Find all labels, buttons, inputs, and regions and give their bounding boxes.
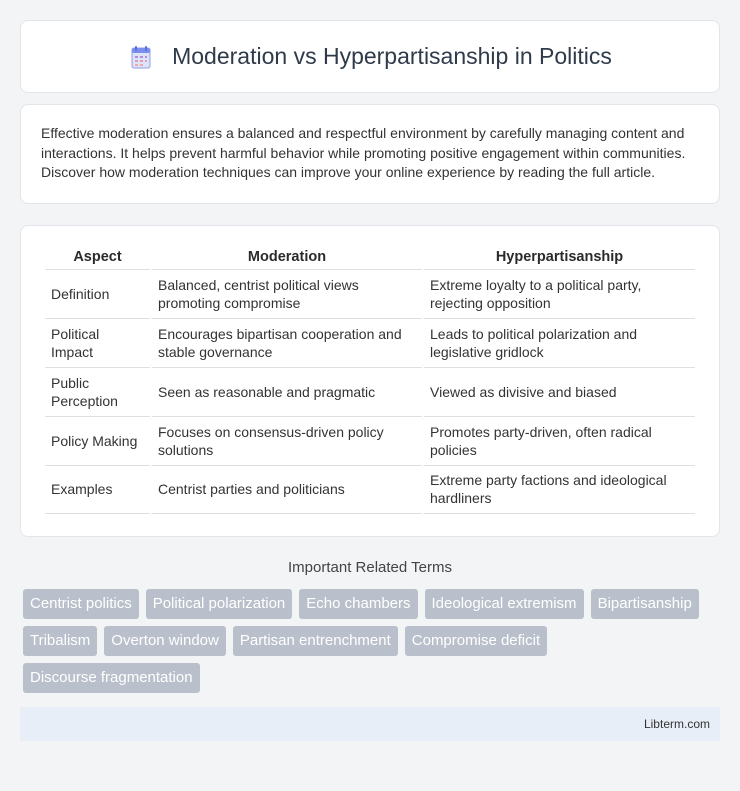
- tag-bipartisanship[interactable]: Bipartisanship: [591, 589, 699, 619]
- table-header-row: [45, 244, 695, 269]
- header-aspect: Aspect: [73, 248, 122, 265]
- tag-echo-chambers[interactable]: Echo chambers: [299, 589, 417, 619]
- tag-compromise-deficit[interactable]: Compromise deficit: [405, 626, 547, 656]
- title-card: [20, 20, 720, 93]
- table-row: [45, 269, 695, 318]
- tag-centrist-politics[interactable]: Centrist politics: [23, 589, 139, 619]
- comparison-table-card: [20, 225, 720, 537]
- table-row: [45, 318, 695, 367]
- related-terms-tags: [20, 589, 720, 693]
- tag-overton-window[interactable]: Overton window: [104, 626, 226, 656]
- intro-card: [20, 104, 720, 204]
- table-cell-hyperpartisanship: Leads to political polarization and legislative gridlock: [424, 318, 695, 367]
- document-icon: [128, 44, 154, 70]
- table-cell-moderation: Balanced, centrist political views promoting compromise: [152, 269, 422, 318]
- table-cell-hyperpartisanship: Viewed as divisive and biased: [424, 367, 695, 416]
- table-row: [45, 367, 695, 416]
- intro-text: Effective moderation ensures a balanced and respectful environment by carefully managing content and interactions. It helps prevent harmful behavior while promoting positive engagement within communities. Discover how moderation techniques can improve your online experience by reading the full article.: [41, 125, 686, 180]
- table-cell-aspect: Definition: [45, 269, 150, 318]
- footer: [20, 707, 720, 741]
- table-cell-aspect: Examples: [45, 465, 150, 514]
- header-hyperpartisanship: Hyperpartisanship: [495, 248, 624, 265]
- footer-site-link[interactable]: Libterm.com: [643, 716, 710, 731]
- table-cell-moderation: Seen as reasonable and pragmatic: [152, 367, 422, 416]
- tag-political-polarization[interactable]: Political polarization: [146, 589, 293, 619]
- table-cell-hyperpartisanship: Extreme party factions and ideological hardliners: [424, 465, 695, 514]
- page-title: Moderation vs Hyperpartisanship in Politics: [172, 43, 612, 69]
- tag-discourse-fragmentation[interactable]: Discourse fragmentation: [23, 663, 200, 693]
- header-moderation: Moderation: [247, 248, 327, 265]
- related-terms-heading: Important Related Terms: [288, 558, 452, 576]
- table-cell-aspect: Policy Making: [45, 416, 150, 465]
- table-cell-aspect: Political Impact: [45, 318, 150, 367]
- table-cell-aspect: Public Perception: [45, 367, 150, 416]
- tag-ideological-extremism[interactable]: Ideological extremism: [425, 589, 584, 619]
- table-cell-moderation: Focuses on consensus-driven policy solutions: [152, 416, 422, 465]
- table-row: [45, 416, 695, 465]
- tag-partisan-entrenchment[interactable]: Partisan entrenchment: [233, 626, 398, 656]
- tag-tribalism[interactable]: Tribalism: [23, 626, 97, 656]
- table-cell-hyperpartisanship: Promotes party-driven, often radical policies: [424, 416, 695, 465]
- table-row: [45, 465, 695, 514]
- table-cell-moderation: Encourages bipartisan cooperation and stable governance: [152, 318, 422, 367]
- table-cell-hyperpartisanship: Extreme loyalty to a political party, rejecting opposition: [424, 269, 695, 318]
- comparison-table: [43, 244, 697, 514]
- table-cell-moderation: Centrist parties and politicians: [152, 465, 422, 514]
